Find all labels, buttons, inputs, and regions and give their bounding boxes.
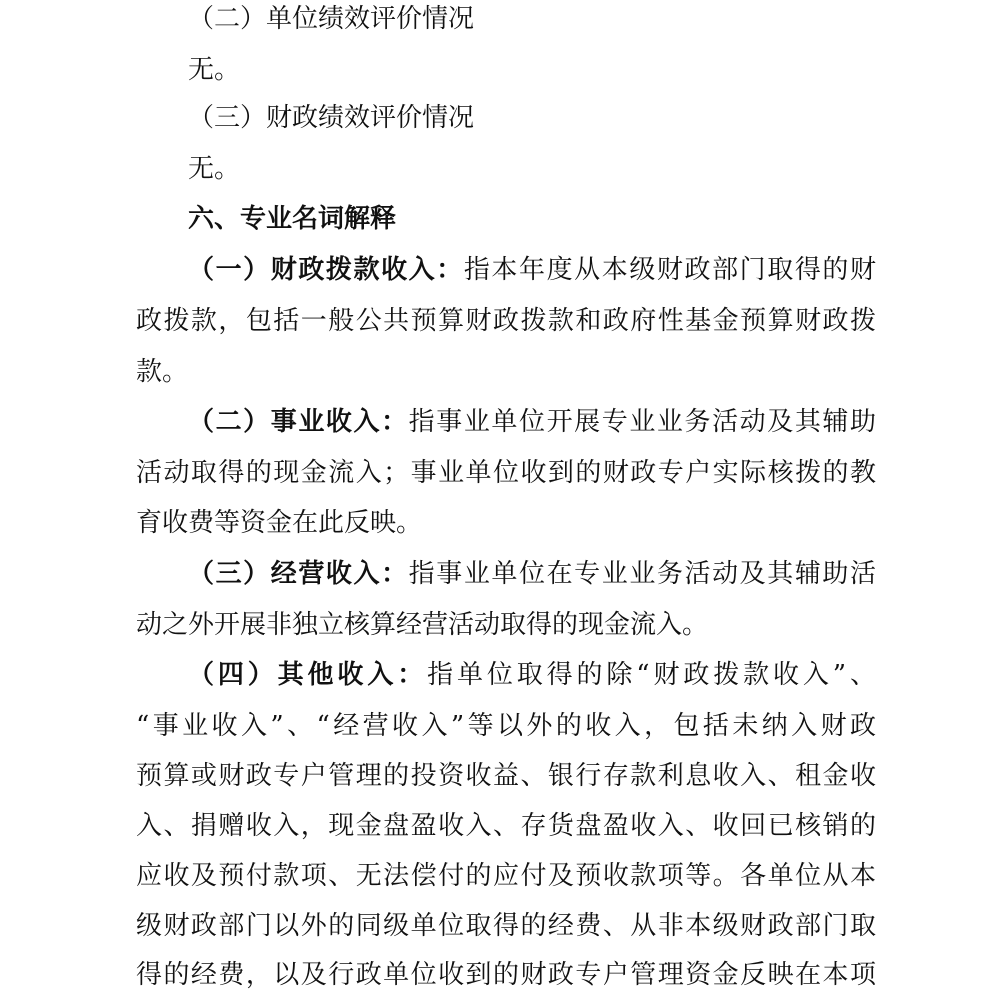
term-business-revenue-line: 活动取得的现金流入；事业单位收到的财政专户实际核拨的教	[136, 458, 876, 488]
term-operating-revenue-first-line	[188, 557, 876, 591]
term-label: （二）事业收入：	[188, 407, 409, 437]
section-heading-fiscal-evaluation: （三）财政绩效评价情况	[188, 103, 475, 133]
term-operating-revenue-line: 动之外开展非独立核算经营活动取得的现金流入。	[136, 610, 709, 640]
term-text: 指事业单位开展专业业务活动及其辅助	[408, 407, 876, 437]
section-body-fiscal-evaluation: 无。	[188, 154, 241, 184]
section-heading-unit-evaluation: （二）单位绩效评价情况	[188, 4, 475, 34]
term-fiscal-appropriation-line: 款。	[136, 357, 189, 387]
term-label: （三）经营收入：	[188, 559, 409, 589]
term-other-revenue-line: 应收及预付款项、无法偿付的应付及预收款项等。各单位从本	[136, 861, 876, 891]
term-label: （四）其他收入：	[188, 660, 428, 690]
term-fiscal-appropriation-first-line	[188, 253, 876, 287]
term-other-revenue-line: 级财政部门以外的同级单位取得的经费、从非本级财政部门取	[136, 911, 876, 941]
term-other-revenue-first-line	[188, 658, 876, 692]
term-business-revenue-first-line	[188, 405, 876, 439]
term-other-revenue-line: 预算或财政专户管理的投资收益、银行存款利息收入、租金收	[136, 761, 876, 791]
term-text: 指本年度从本级财政部门取得的财	[463, 255, 876, 285]
term-other-revenue-line: 得的经费，以及行政单位收到的财政专户管理资金反映在本项	[136, 960, 876, 990]
term-other-revenue-line: “事业收入”、“经营收入”等以外的收入，包括未纳入财政	[136, 711, 876, 741]
term-text: 指单位取得的除“财政拨款收入”、	[427, 660, 876, 690]
term-other-revenue-line: 入、捐赠收入，现金盘盈收入、存货盘盈收入、收回已核销的	[136, 811, 876, 841]
term-fiscal-appropriation-line: 政拨款，包括一般公共预算财政拨款和政府性基金预算财政拨	[136, 306, 876, 336]
term-business-revenue-line: 育收费等资金在此反映。	[136, 508, 423, 538]
chapter-heading-glossary: 六、专业名词解释	[188, 204, 397, 234]
term-text: 指事业单位在专业业务活动及其辅助活	[408, 559, 876, 589]
section-body-unit-evaluation: 无。	[188, 55, 241, 85]
term-label: （一）财政拨款收入：	[188, 255, 464, 285]
